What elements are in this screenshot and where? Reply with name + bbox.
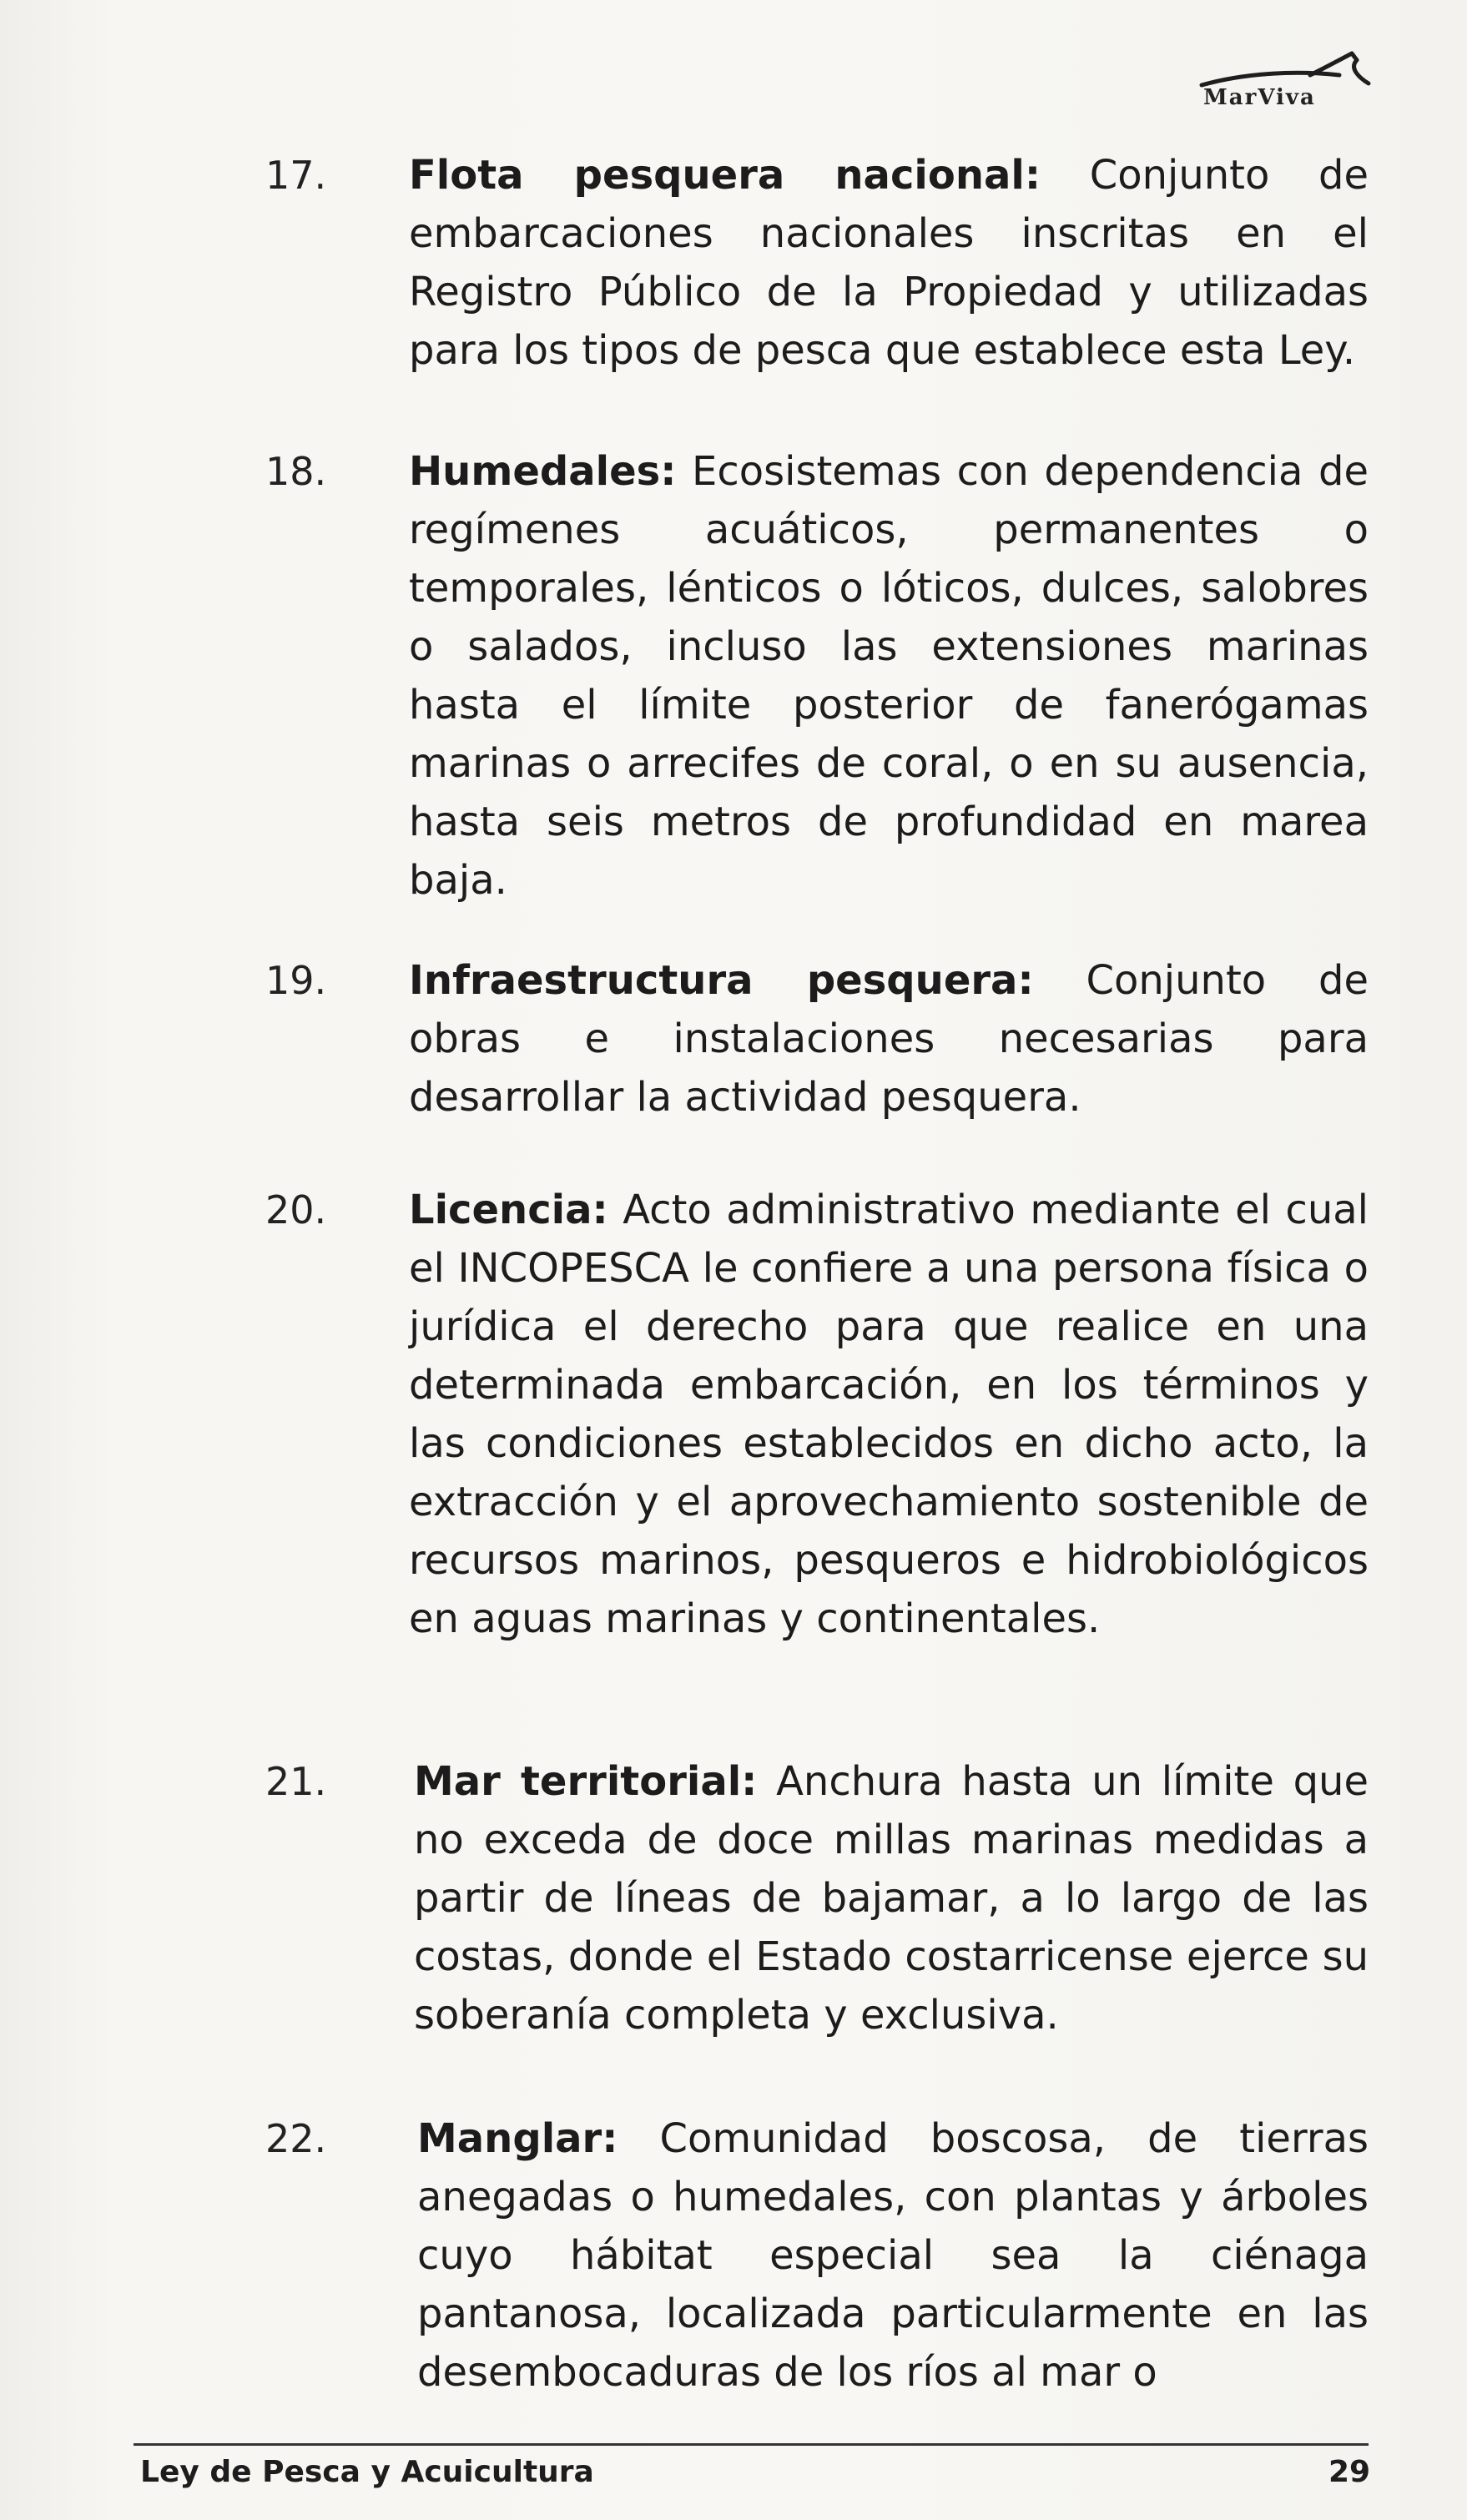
page-number: 29 bbox=[1328, 2455, 1371, 2489]
definition-term: Humedales: bbox=[409, 448, 677, 495]
definition-text: Acto administrativo mediante el cual el INCOPESCA le confiere a una persona física o jurídica el derecho para que realice en una determinada embarcación, en los términos y las condiciones establecidos en dicho acto, la extracción y el aprovechamiento sostenible de recursos marinos, pesqueros e hidrobiológicos en aguas marinas y continentales. bbox=[409, 1187, 1369, 1642]
entry-number: 21. bbox=[265, 1759, 327, 1804]
entry-number: 20. bbox=[265, 1187, 327, 1232]
footer-divider bbox=[134, 2443, 1369, 2446]
definition-term: Infraestructura pesquera: bbox=[409, 957, 1034, 1004]
definition-term: Licencia: bbox=[409, 1187, 608, 1233]
definition-term: Manglar: bbox=[417, 2115, 618, 2162]
footer-book-title: Ley de Pesca y Acuicultura bbox=[140, 2455, 594, 2489]
entry-number: 22. bbox=[265, 2116, 327, 2161]
definition-term: Mar territorial: bbox=[414, 1758, 758, 1805]
entry-number: 19. bbox=[265, 958, 327, 1003]
definition-entry bbox=[409, 951, 1369, 1126]
definition-entry bbox=[414, 1752, 1369, 2044]
definition-text: Ecosistemas con dependencia de regímenes acuáticos, permanentes o temporales, lénticos o lóticos, dulces, salobres o salados, incluso las extensiones marinas hasta el límite posterior de fanerógamas marinas o arrecifes de coral, o en su ausencia, hasta seis metros de profundidad en marea baja. bbox=[409, 448, 1369, 904]
definition-entry bbox=[417, 2109, 1369, 2402]
definition-term: Flota pesquera nacional: bbox=[409, 152, 1041, 199]
definition-text: Conjunto de embarcaciones nacionales inscritas en el Registro Público de la Propiedad y utilizadas para los tipos de pesca que establece esta Ley. bbox=[409, 152, 1369, 374]
definition-entry bbox=[409, 442, 1369, 910]
logo-text: MarViva bbox=[1203, 85, 1316, 110]
marviva-logo bbox=[1185, 42, 1402, 117]
definition-entry bbox=[409, 146, 1369, 380]
entry-number: 18. bbox=[265, 449, 327, 494]
definition-text: Conjunto de obras e instalaciones necesarias para desarrollar la actividad pesquera. bbox=[409, 957, 1369, 1121]
entry-number: 17. bbox=[265, 153, 327, 198]
definition-text: Comunidad boscosa, de tierras anegadas o humedales, con plantas y árboles cuyo hábitat especial sea la ciénaga pantanosa, localizada particularmente en las desembocaduras de los ríos al mar o bbox=[417, 2115, 1369, 2396]
definition-text: Anchura hasta un límite que no exceda de doce millas marinas medidas a partir de líneas de bajamar, a lo largo de las costas, donde el Estado costarricense ejerce su soberanía completa y exclusiva. bbox=[414, 1758, 1369, 2039]
definition-entry bbox=[409, 1181, 1369, 1648]
wave-logo-icon bbox=[1185, 42, 1402, 92]
